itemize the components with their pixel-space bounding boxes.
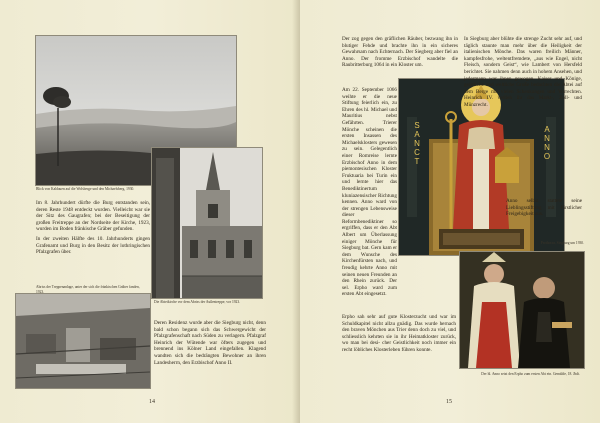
icon-lettering-right: ANNO: [543, 125, 551, 161]
right-page: [300, 0, 600, 423]
right-col2-mid-paragraph: Anno selbst stattete seine Lieblingsstiftung mit fürstlicher Freigebigkeit aus.: [506, 198, 582, 218]
chapel-caption: Die Abteikirche vor dem Abriss der Außentreppe, vor 1923.: [154, 300, 241, 304]
right-column-2-mid: [506, 198, 582, 221]
right-col2-top-paragraph: In Siegburg aber blühte die strenge Zucht sehr auf, und täglich staunte man mehr über die Heiligkeit der italienischen Mönche. Das waren freilich Männer, kampfesfrohe, weltentfremdete, „aus wie Engel, nicht Fleisch, sondern Geist“, wie Lambert von Hersfeld berichtet. Sie nahmen denn auch in hohem Ansehen, und jedermann war ihnen gewogen. Kaiser und Könige, geistliche und weltliche Große bedachten die Abtei auf dem Berge mit vielen Schenkungen und Vorrechten. Heinrich IV. verlieh ihr das Markt-, Zoll- und Münzrecht.: [464, 36, 582, 108]
erpho-caption: Der hl. Anno setzt den Erpho zum ersten Abt ein. Gemälde, 18. Jhdt.: [481, 372, 580, 376]
left-col1-paragraph-1: Im 8. Jahrhundert dürfte die Burg entstanden sein, deren Reste 1948 entdeckt wurden. Vielleicht war sie der Sitz des Gaugrafen; bei der Beseitigung der großen Freitreppe an der Nordseite der Kirche, 1923, wurden im Boden fränkische Gräber gefunden.: [36, 200, 150, 233]
erpho-painting: [460, 252, 584, 368]
chapel-photo: [152, 148, 262, 298]
left-column-2: [154, 320, 266, 369]
left-col1-paragraph-2: In der zweiten Hälfte des 10. Jahrhunderts gingen Grafenamt und Burg in den Besitz der lothringischen Pfalzgrafen über.: [36, 235, 150, 256]
right-column-1-top: [342, 36, 458, 72]
hillside-caption: Blick von Kaldauen auf die Wolsberge und den Michaelsberg, 1930.: [36, 187, 135, 191]
right-column-2-top: [464, 36, 582, 112]
right-col1-bottom-paragraph: Erpho sah sehr auf gute Klosterzucht und war im Schuldkapitel nicht allzu gnädig. Das wurde hernach den braven Mönchen aus Trier denn doch zu viel, und schliesslich kehrten sie in ihr Heimatkloster zurück, wo man bei desi- cher Geistlichkeit noch immer ein recht löbliches Klosterleben führen konnte.: [342, 314, 456, 353]
right-column-1-mid: [342, 87, 397, 298]
page-number-left: 14: [149, 399, 155, 405]
stairs-caption: Abriss der Treppenanlage, unter der sich die fränkischen Gräber fanden, 1923.: [36, 285, 140, 294]
chapel-photo-image: [152, 148, 262, 298]
left-column-1: [36, 200, 150, 259]
right-column-1-bottom: [342, 314, 456, 357]
stairs-photo-image: [16, 294, 150, 388]
anno-caption: Prothocra, Siegburg um 1930.: [540, 241, 584, 245]
left-col2-paragraph-1: Deren Residenz wurde aber die Siegburg nicht, denn bald schon begann sich das Schwergewicht der Pfalzgrafenschaft nach Süden zu verlagern. Pfalzgraf Heinrich der Wütende war öfters zugegen und brennend ins Kölner Land eingefallen. Klagend wandten sich die bedrängten Bewohner an ihren Landesherrn, den Erzbischof Anno II.: [154, 320, 266, 366]
erpho-painting-image: [460, 252, 584, 368]
right-col1-mid-paragraph: Am 22. September 1066 weihte er die neue Stiftung feierlich ein, zu Ehren des hl. Michael und Mauritius nebst Gefährten. Trierer Mönche scheinen die ersten Insassen des Michaelsklosters gewesen zu sein. Gelegentlich einer Romreise lernte Erzbischof Anno in dem piemontesischen Kloster Fruktuaria bei Turin ein und lernte hier das Benediktinertum kluniazensischer Richtung kennen. Anno ward von der strengen Lebensweise dieser Reformbenediktiner so ergriffen, dass er den Abt Albert um Überlassung einiger Mönche für Siegburg bat. Gern kam er dem Wunsche des Kirchenfürsten nach, und freudig kehrte Anno mit seinen neuen Freunden an den Rhein zurück. Der sel. Erpho ward zum ersten Abt eingesetzt.: [342, 87, 397, 298]
stairs-photo: [16, 294, 150, 388]
page-number-right: 15: [446, 399, 452, 405]
icon-lettering-left: SANCT: [414, 121, 420, 166]
right-col1-top-paragraph: Der zog gegen den gräflichen Räuber, bezwang ihn in blutiger Fehde und brachte ihn in ein sicheres Gewahrsam nach Echternach. Der Siegberg aber fiel an Anno. Der fromme Erzbischof wandelte die Raubritterburg 1064 in ein Kloster um.: [342, 36, 458, 69]
